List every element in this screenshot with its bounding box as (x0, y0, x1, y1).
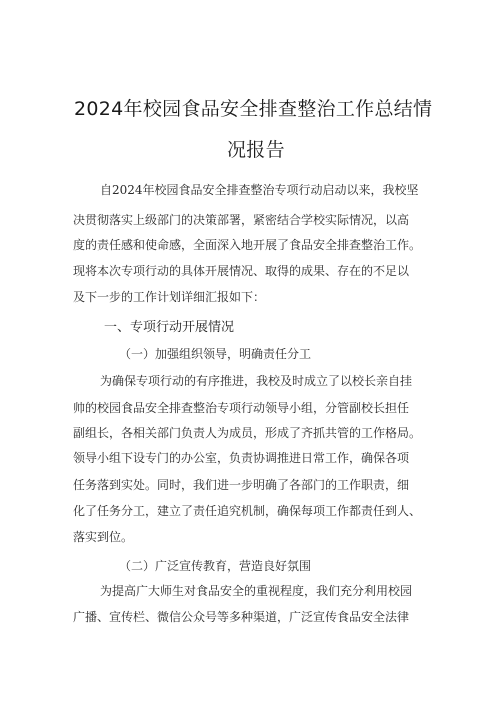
intro-line-2: 决贯彻落实上级部门的决策部署，紧密结合学校实际情况，以高 (73, 213, 410, 227)
sub2-line-2: 广播、宣传栏、微信公众号等多种渠道，广泛宣传食品安全法律 (73, 610, 410, 624)
sub1-line-3: 副组长，各相关部门负责人为成员，形成了齐抓共管的工作格局。 (73, 426, 422, 440)
sub1-line-7: 落实到位。 (73, 530, 134, 544)
subsection-heading-1: （一）加强组织领导，明确责任分工 (119, 347, 312, 361)
intro-line-1: 自2024年校园食品安全排查整治专项行动启动以来，我校坚 (100, 183, 419, 197)
subsection-heading-2: （二）广泛宣传教育，营造良好氛围 (119, 559, 312, 573)
sub1-line-4: 领导小组下设专门的办公室，负责协调推进日常工作，确保各项 (73, 451, 410, 465)
sub1-line-2: 帅的校园食品安全排查整治专项行动领导小组，分管副校长担任 (73, 401, 410, 415)
intro-line-4: 现将本次专项行动的具体开展情况、取得的成果、存在的不足以 (73, 264, 410, 278)
document-title-line-2: 况报告 (227, 139, 285, 161)
intro-line-5: 及下一步的工作计划详细汇报如下： (73, 290, 266, 304)
section-heading-1: 一、专项行动开展情况 (104, 320, 235, 335)
sub1-line-6: 化了任务分工，建立了责任追究机制，确保每项工作都责任到人、 (73, 504, 422, 518)
sub1-line-5: 任务落到实处。同时，我们进一步明确了各部门的工作职责，细 (73, 478, 410, 492)
sub2-line-1: 为提高广大师生对食品安全的重视程度，我们充分利用校园 (100, 584, 413, 598)
sub1-line-1: 为确保专项行动的有序推进，我校及时成立了以校长亲自挂 (100, 374, 413, 388)
intro-line-3: 度的责任感和使命感，全面深入地开展了食品安全排查整治工作。 (73, 238, 422, 252)
document-title-line-1: 2024年校园食品安全排查整治工作总结情 (74, 98, 433, 120)
